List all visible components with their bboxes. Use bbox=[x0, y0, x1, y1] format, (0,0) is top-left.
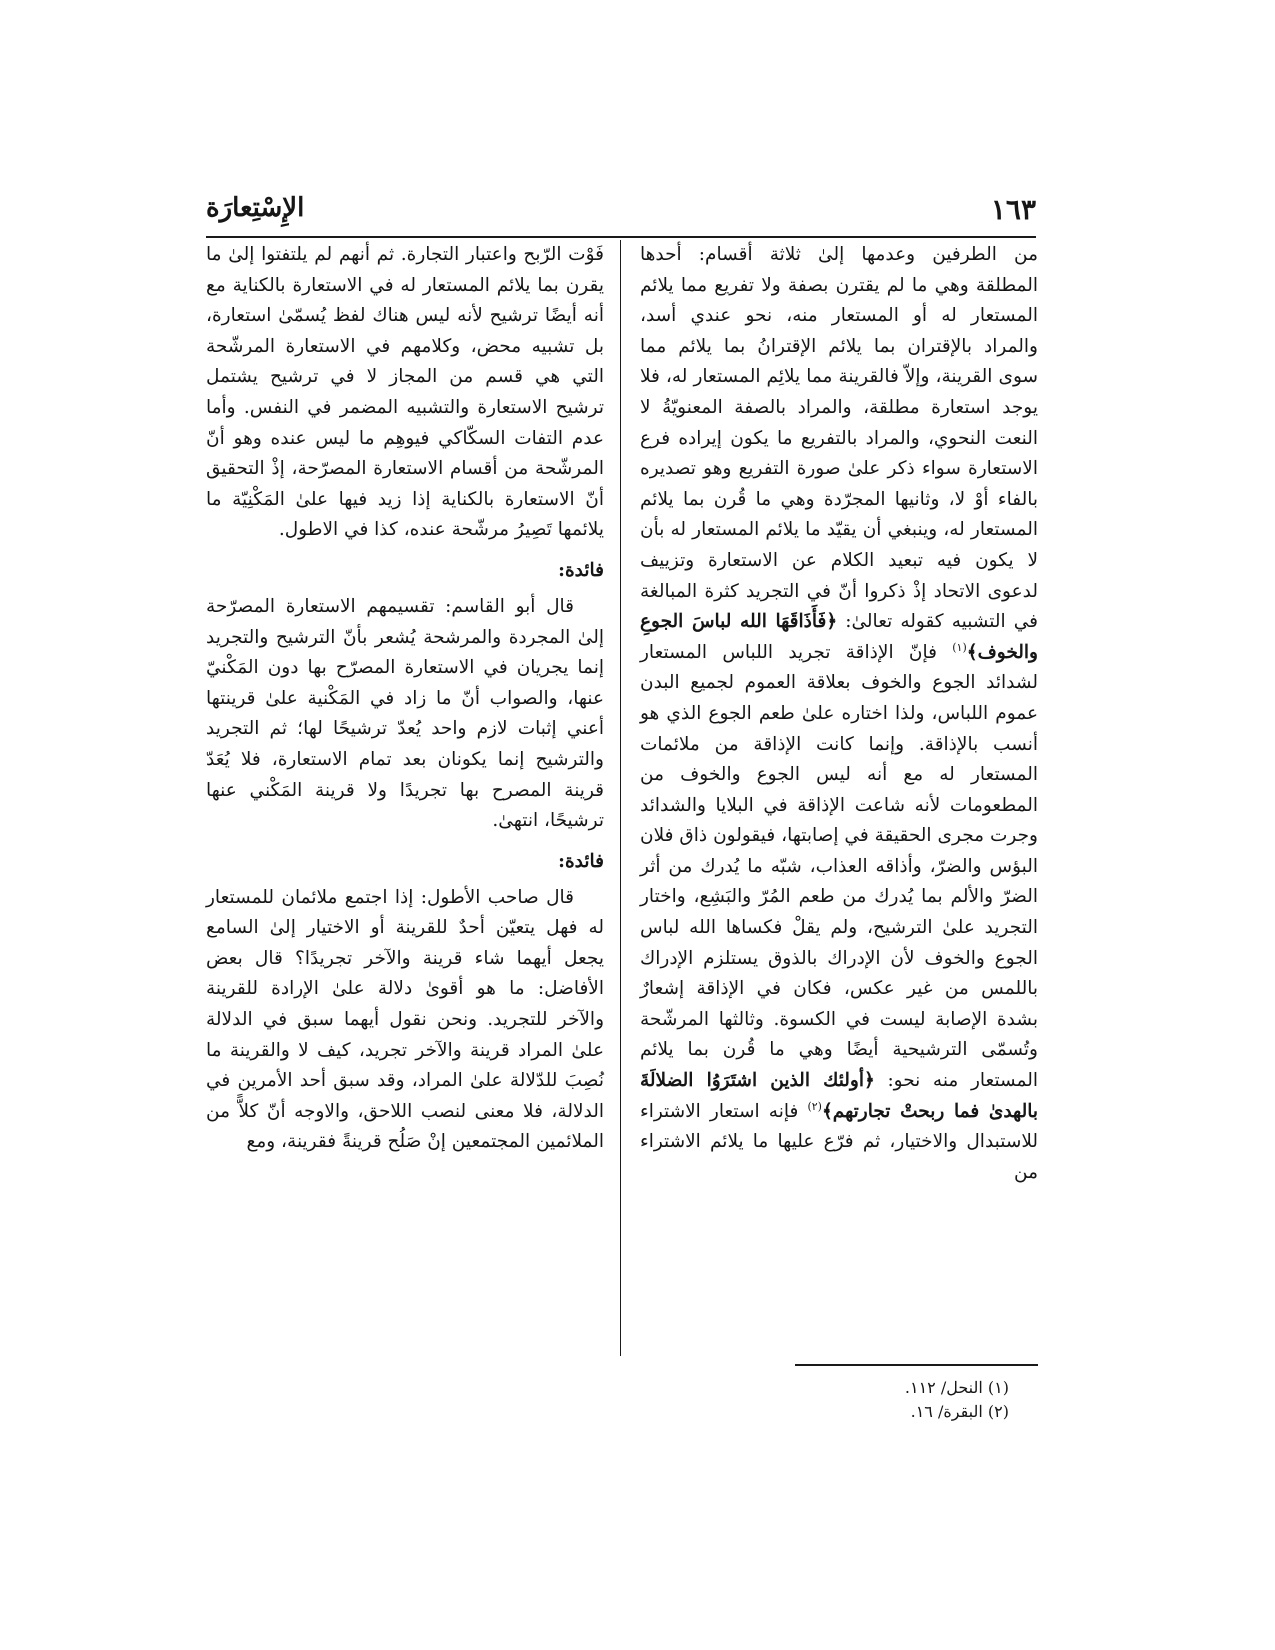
footnote-reference: (١) bbox=[952, 640, 967, 654]
body-paragraph: فَوْت الرّبح واعتبار التجارة. ثم أنهم لم يلتفتوا إلىٰ ما يقرن بما يلائم المستعار له في الاستعارة بالكناية مع أنه أيضًا ترشيح لأنه ليس هناك لفظ يُسمّىٰ استعارة، بل تشبيه محض، وكلامهم في الاستعارة المرشّحة التي هي قسم من المجاز لا في ترشيح يشتمل ترشيح الاستعارة والتشبيه المضمر في النفس. وأما عدم التفات السكّاكي فيوهِم ما ليس عنده وهو أنّ المرشّحة من أقسام الاستعارة المصرّحة، إذْ التحقيق أنّ الاستعارة بالكناية إذا زيد فيها علىٰ المَكْنِيّة ما يلائمها تَصِيرُ مرشّحة عنده، كذا في الاطول. bbox=[206, 244, 604, 541]
paragraph-text: من الطرفين وعدمها إلىٰ ثلاثة أقسام: أحدها المطلقة وهي ما لم يقترن بصفة ولا تفريع مما يلائم المستعار له أو المستعار منه، نحو عندي أسد، والمراد بالإقتران بما يلائم الإقترانُ بما يلائم مما سوى القرينة، وإلاّ فالقرينة مما يلائِم المستعار له، فلا يوجد استعارة مطلقة، والمراد بالصفة المعنويّةُ لا النعت النحوي، والمراد بالتفريع ما يكون إيراده فرع الاستعارة سواء ذكر علىٰ صورة التفريع وهو تصديره بالفاء أوْ لا، وثانيها المجرّدة وهي ما قُرن بما يلائم المستعار له، وينبغي أن يقيّد ما يلائم المستعار له بأن لا يكون فيه تبعيد الكلام عن الاستعارة وتزييف لدعوى الاتحاد إذْ ذكروا أنّ في التجريد كثرة المبالغة في التشبيه كقوله تعالىٰ: bbox=[640, 244, 1038, 633]
paragraph-text: فإنّ الإذاقة تجريد اللباس المستعار لشدائد الجوع والخوف بعلاقة العموم لجميع البدن عموم اللباس، ولذا اختاره علىٰ طعم الجوع الذي هو أنسب بالإذاقة. وإنما كانت الإذاقة من ملائمات المستعار له مع أنه ليس الجوع والخوف من المطعومات لأنه شاعت الإذاقة في البلايا والشدائد وجرت مجرى الحقيقة في إصابتها، فيقولون ذاق فلان البؤس والضرّ، وأذاقه العذاب، شبّه ما يُدرك من أثر الضرّ والألم بما يُدرك من طعم المُرّ والبَشِع، واختار التجريد علىٰ الترشيح، ولم يقلْ فكساها الله لباس الجوع والخوف لأن الإدراك بالذوق يستلزم الإدراك باللمس من غير عكس، فكان في الإذاقة إشعارٌ بشدة الإصابة ليست في الكسوة. وثالثها المرشّحة وتُسمّى الترشيحية أيضًا وهي ما قُرن بما يلائم المستعار منه نحو: bbox=[640, 641, 1038, 1092]
right-column bbox=[640, 240, 1038, 1188]
body-paragraph: قال صاحب الأطول: إذا اجتمع ملائمان للمستعار له فهل يتعيّن أحدٌ للقرينة أو الاختيار إلىٰ السامع يجعل أيهما شاء قرينة والآخر تجريدًا؟ قال بعض الأفاضل: ما هو أقوىٰ دلالة علىٰ الإرادة للقرينة والآخر للتجريد. ونحن نقول أيهما سبق في الدلالة علىٰ المراد قرينة والآخر تجريد، كيف لا والقرينة ما نُصِبَ للدّلالة علىٰ المراد، وقد سبق أحد الأمرين في الدلالة، فلا معنى لنصب اللاحق، والاوجه أنّ كلاًّ من الملائمين المجتمعين إنْ صَلُح قرينةً فقرينة، ومع bbox=[206, 886, 604, 1153]
quran-verse: ﴿فَأَذَاقَهَا الله لباسَ الجوعِ والخوف﴾ bbox=[640, 611, 1038, 663]
footnotes bbox=[609, 1376, 1009, 1424]
section-heading: فائدة: bbox=[558, 559, 604, 581]
paragraph-text: فإنه استعار الاشتراء للاستبدال والاختيار، ثم فرّع عليها ما يلائم الاشتراء من bbox=[640, 1100, 1038, 1183]
running-title: الإِسْتِعارَة bbox=[206, 193, 305, 223]
footnote-reference: (٢) bbox=[807, 1099, 822, 1113]
body-paragraph bbox=[640, 240, 1038, 1188]
quran-verse: ﴿أولئك الذين اشتَرَوُا الضلالَةَ بالهدىٰ فما ربحتْ تجارتهم﴾ bbox=[640, 1070, 1038, 1122]
page-number: ١٦٣ bbox=[990, 193, 1036, 226]
body-paragraph: قال أبو القاسم: تقسيمهم الاستعارة المصرّحة إلىٰ المجردة والمرشحة يُشعر بأنّ الترشيح والتجريد إنما يجريان في الاستعارة المصرّح بها دون المَكْنيّ عنها، والصواب أنّ ما زاد في المَكْنية علىٰ قرينتها أعني إثبات لازم واحد يُعدّ ترشيحًا لها؛ ثم التجريد والترشيح إنما يكونان بعد تمام الاستعارة، فلا يُعَدّ قرينة المصرح بها تجريدًا ولا قرينة المَكْني عنها ترشيحًا، انتهىٰ. bbox=[206, 595, 604, 832]
footnote: (١) النحل/ ١١٢. bbox=[904, 1378, 1009, 1397]
footnote-separator bbox=[795, 1364, 1038, 1366]
page-header bbox=[206, 188, 1036, 238]
section-heading: فائدة: bbox=[558, 850, 604, 872]
column-divider bbox=[620, 240, 621, 1356]
footnote: (٢) البقرة/ ١٦. bbox=[910, 1402, 1009, 1421]
left-column bbox=[206, 240, 604, 1158]
